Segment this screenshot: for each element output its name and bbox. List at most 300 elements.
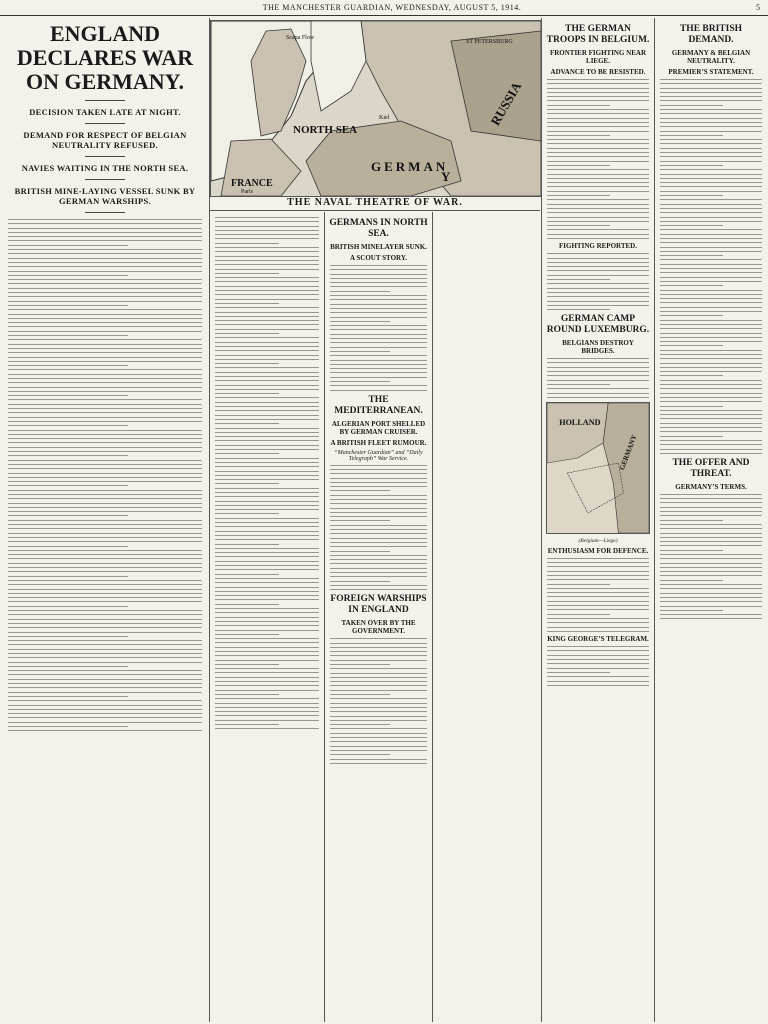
text-line <box>660 255 723 256</box>
text-line <box>660 406 723 407</box>
text-line <box>660 139 762 140</box>
text-line <box>660 174 762 175</box>
text-line <box>8 571 202 572</box>
text-line <box>660 571 762 572</box>
lead-column <box>4 20 206 1020</box>
text-line <box>215 372 319 373</box>
column-7 <box>656 20 766 1020</box>
text-line <box>215 277 319 278</box>
text-line <box>547 135 610 136</box>
text-line <box>8 412 202 413</box>
text-line <box>8 563 202 564</box>
subhead-algerian-port: ALGERIAN PORT SHELLED BY GERMAN CRUISER. <box>331 419 426 436</box>
masthead <box>0 0 768 16</box>
text-line <box>547 148 649 149</box>
text-line <box>215 281 319 282</box>
text-line <box>8 404 202 405</box>
text-line <box>330 673 427 674</box>
text-line <box>8 352 202 353</box>
text-line <box>660 307 762 308</box>
text-line <box>215 513 279 514</box>
text-line <box>8 262 202 263</box>
headline-foreign-warships: FOREIGN WARSHIPS IN ENGLAND <box>330 594 427 616</box>
text-line <box>8 490 202 491</box>
text-line <box>215 565 319 566</box>
text-line <box>547 584 610 585</box>
text-line <box>660 341 762 342</box>
text-line <box>660 195 723 196</box>
text-line <box>660 302 762 303</box>
text-line <box>547 238 649 239</box>
text-line <box>660 315 723 316</box>
text-line <box>215 269 319 270</box>
text-line <box>215 488 319 489</box>
text-line <box>215 466 319 467</box>
text-line <box>330 321 390 322</box>
text-line <box>660 444 762 445</box>
text-line <box>8 713 202 714</box>
text-line <box>330 638 427 639</box>
text-line <box>330 291 390 292</box>
text-line <box>215 526 319 527</box>
text-line <box>547 663 649 664</box>
text-line <box>330 750 427 751</box>
text-line <box>8 447 202 448</box>
text-line <box>8 644 202 645</box>
text-line <box>547 380 649 381</box>
text-line <box>660 156 762 157</box>
text-line <box>8 305 128 306</box>
text-line <box>547 83 649 84</box>
text-line <box>215 251 319 252</box>
text-line <box>8 408 202 409</box>
headline-german-troops-belgium: THE GERMAN TROOPS IN BELGIUM. <box>546 24 650 45</box>
text-line <box>547 627 649 628</box>
body-text <box>547 358 649 398</box>
text-line <box>547 100 649 101</box>
text-line <box>215 479 319 480</box>
text-line <box>330 694 390 695</box>
text-line <box>547 156 649 157</box>
text-line <box>215 432 319 433</box>
text-line <box>660 427 762 428</box>
text-line <box>8 649 202 650</box>
text-line <box>215 724 279 725</box>
text-line <box>660 601 762 602</box>
text-line <box>330 572 427 573</box>
text-line <box>215 703 319 704</box>
text-line <box>8 498 202 499</box>
lead-headline: ENGLAND DECLARES WAR ON GERMANY. <box>16 21 194 94</box>
text-line <box>330 690 427 691</box>
text-line <box>547 358 649 359</box>
text-line <box>215 359 319 360</box>
text-line <box>660 212 762 213</box>
text-line <box>8 623 202 624</box>
text-line <box>215 329 319 330</box>
text-line <box>8 601 202 602</box>
text-line <box>8 546 128 547</box>
headline-mediterranean: THE MEDITERRANEAN. <box>334 394 423 416</box>
text-line <box>547 388 649 389</box>
text-line <box>660 358 762 359</box>
text-line <box>8 271 202 272</box>
inset-label-germany: GERMANY <box>618 433 639 472</box>
text-line <box>547 384 610 385</box>
text-line <box>660 242 762 243</box>
body-text <box>547 253 649 310</box>
text-line <box>215 449 319 450</box>
text-line <box>8 593 202 594</box>
text-line <box>547 596 649 597</box>
text-line <box>547 182 649 183</box>
text-line <box>215 299 319 300</box>
headline-british-demand: THE BRITISH DEMAND. <box>679 24 743 45</box>
text-line <box>330 763 427 764</box>
text-line <box>8 326 202 327</box>
text-line <box>660 277 762 278</box>
text-line <box>8 709 202 710</box>
text-line <box>547 225 610 226</box>
text-line <box>547 174 649 175</box>
text-line <box>547 659 649 660</box>
text-line <box>547 375 649 376</box>
text-line <box>660 298 762 299</box>
text-line <box>660 264 762 265</box>
text-line <box>547 105 610 106</box>
text-line <box>215 238 319 239</box>
text-line <box>330 668 427 669</box>
text-line <box>215 621 319 622</box>
text-line <box>215 651 319 652</box>
text-line <box>660 375 723 376</box>
text-line <box>660 204 762 205</box>
text-line <box>660 401 762 402</box>
text-line <box>330 295 427 296</box>
text-line <box>660 199 762 200</box>
text-line <box>660 397 762 398</box>
text-line <box>660 165 723 166</box>
text-line <box>215 419 319 420</box>
text-line <box>215 604 279 605</box>
text-line <box>660 238 762 239</box>
headline-germans-north-sea: GERMANS IN NORTH SEA. <box>329 218 428 239</box>
text-line <box>547 681 649 682</box>
text-line <box>547 588 649 589</box>
text-line <box>330 347 427 348</box>
text-line <box>8 249 202 250</box>
text-line <box>8 554 202 555</box>
text-line <box>215 642 319 643</box>
text-line <box>330 716 427 717</box>
text-line <box>215 436 319 437</box>
text-line <box>215 483 279 484</box>
text-line <box>330 312 427 313</box>
lead-deck-1: DECISION TAKEN LATE AT NIGHT. <box>29 107 181 117</box>
text-line <box>547 234 649 235</box>
text-line <box>660 328 762 329</box>
subhead-king-george-telegram: KING GEORGE’S TELEGRAM. <box>547 635 649 644</box>
text-line <box>330 585 427 586</box>
text-line <box>660 541 762 542</box>
text-line <box>660 294 762 295</box>
subhead-frontier-fighting: FRONTIER FIGHTING NEAR LIEGE. <box>549 49 647 65</box>
text-line <box>215 707 319 708</box>
text-line <box>8 296 202 297</box>
text-line <box>8 357 202 358</box>
column-rule <box>324 212 325 1022</box>
text-line <box>547 309 610 310</box>
text-line <box>215 582 319 583</box>
text-line <box>330 274 427 275</box>
text-line <box>330 360 427 361</box>
text-line <box>215 453 279 454</box>
text-line <box>8 438 202 439</box>
text-line <box>547 614 610 615</box>
lead-deck-2: DEMAND FOR RESPECT OF BELGIAN NEUTRALITY REFUSED. <box>23 130 187 150</box>
text-line <box>8 240 202 241</box>
text-line <box>547 195 610 196</box>
text-line <box>330 334 427 335</box>
text-line <box>215 355 319 356</box>
text-line <box>215 638 319 639</box>
text-line <box>8 614 202 615</box>
text-line <box>215 256 319 257</box>
text-line <box>660 449 762 450</box>
text-line <box>8 657 202 658</box>
text-line <box>215 552 319 553</box>
text-line <box>660 96 762 97</box>
text-line <box>330 364 427 365</box>
text-line <box>8 515 128 516</box>
subhead-belgians-destroy-bridges: BELGIANS DESTROY BRIDGES. <box>562 339 634 356</box>
text-line <box>547 266 649 267</box>
text-line <box>215 630 319 631</box>
text-line <box>215 720 319 721</box>
column-rule <box>654 18 655 1022</box>
text-line <box>330 555 427 556</box>
text-line <box>660 234 762 235</box>
text-line <box>215 406 319 407</box>
text-line <box>8 705 202 706</box>
text-line <box>215 273 279 274</box>
text-line <box>8 378 202 379</box>
text-line <box>547 143 649 144</box>
text-line <box>660 354 762 355</box>
text-line <box>215 350 319 351</box>
text-line <box>8 236 202 237</box>
text-line <box>660 511 762 512</box>
text-line <box>215 505 319 506</box>
text-line <box>215 402 319 403</box>
text-line <box>8 730 202 731</box>
text-line <box>215 337 319 338</box>
text-line <box>660 290 762 291</box>
text-line <box>8 455 128 456</box>
text-line <box>8 322 202 323</box>
text-line <box>547 685 649 686</box>
text-line <box>660 610 723 611</box>
text-line <box>215 655 319 656</box>
text-line <box>547 131 649 132</box>
text-line <box>330 385 427 386</box>
text-line <box>660 285 723 286</box>
lead-body-text <box>8 219 202 731</box>
text-line <box>215 672 319 673</box>
text-line <box>8 481 202 482</box>
text-line <box>547 646 649 647</box>
text-line <box>8 507 202 508</box>
text-line <box>660 191 762 192</box>
body-text <box>547 646 649 686</box>
text-line <box>330 759 427 760</box>
text-line <box>215 677 319 678</box>
text-line <box>660 597 762 598</box>
text-line <box>215 668 319 669</box>
text-line <box>660 79 762 80</box>
text-line <box>330 651 427 652</box>
text-line <box>660 337 762 338</box>
text-line <box>660 388 762 389</box>
text-line <box>8 662 202 663</box>
subhead-germanys-terms: GERMANY’S TERMS. <box>675 482 747 491</box>
text-line <box>330 351 390 352</box>
text-line <box>215 234 319 235</box>
text-line <box>660 221 762 222</box>
text-line <box>8 275 128 276</box>
text-line <box>8 399 202 400</box>
text-line <box>215 380 319 381</box>
text-line <box>330 568 427 569</box>
text-line <box>330 317 427 318</box>
text-line <box>660 122 762 123</box>
subhead-scout-story: A SCOUT STORY. <box>349 254 407 262</box>
text-line <box>660 423 762 424</box>
text-line <box>547 229 649 230</box>
text-line <box>215 462 319 463</box>
text-line <box>660 109 762 110</box>
text-line <box>547 212 649 213</box>
text-line <box>215 587 319 588</box>
column-3 <box>326 214 431 1020</box>
text-line <box>330 643 427 644</box>
text-line <box>330 342 427 343</box>
text-line <box>8 232 202 233</box>
text-line <box>660 550 723 551</box>
text-line <box>8 292 202 293</box>
text-line <box>8 597 202 598</box>
text-line <box>330 733 427 734</box>
text-line <box>215 415 319 416</box>
text-line <box>215 346 319 347</box>
text-line <box>330 372 427 373</box>
text-line <box>8 344 202 345</box>
text-line <box>330 728 427 729</box>
text-line <box>330 533 427 534</box>
text-line <box>8 636 128 637</box>
text-line <box>8 683 202 684</box>
text-line <box>547 126 649 127</box>
text-line <box>8 670 202 671</box>
text-line <box>547 113 649 114</box>
text-line <box>330 737 427 738</box>
body-text <box>660 79 762 454</box>
text-line <box>547 279 610 280</box>
text-line <box>660 436 723 437</box>
text-line <box>547 208 649 209</box>
text-line <box>215 312 319 313</box>
text-line <box>660 498 762 499</box>
text-line <box>547 566 649 567</box>
text-line <box>330 703 427 704</box>
text-line <box>330 381 390 382</box>
text-line <box>215 535 319 536</box>
text-line <box>215 634 279 635</box>
text-line <box>330 746 427 747</box>
text-line <box>547 169 649 170</box>
text-line <box>8 395 128 396</box>
text-line <box>215 389 319 390</box>
text-line <box>8 580 202 581</box>
text-line <box>215 243 279 244</box>
text-line <box>215 556 319 557</box>
text-line <box>330 304 427 305</box>
body-text <box>330 265 427 391</box>
map-label-germany: GERMAN <box>371 159 449 174</box>
text-line <box>330 529 427 530</box>
text-line <box>215 458 319 459</box>
text-line <box>547 262 649 263</box>
divider <box>85 100 125 101</box>
text-line <box>215 569 319 570</box>
body-text <box>547 558 649 632</box>
text-line <box>215 316 319 317</box>
text-line <box>660 113 762 114</box>
text-line <box>215 363 279 364</box>
text-line <box>660 520 723 521</box>
subhead-germany-belgian-neutrality: GERMANY & BELGIAN NEUTRALITY. <box>671 49 751 65</box>
text-line <box>215 518 319 519</box>
text-line <box>8 477 202 478</box>
text-line <box>215 728 319 729</box>
text-line <box>215 501 319 502</box>
divider <box>85 123 125 124</box>
text-line <box>215 226 319 227</box>
text-line <box>660 92 762 93</box>
text-line <box>8 361 202 362</box>
text-line <box>215 475 319 476</box>
text-line <box>547 152 649 153</box>
text-line <box>660 225 723 226</box>
text-line <box>215 217 319 218</box>
text-line <box>330 286 427 287</box>
text-line <box>215 230 319 231</box>
text-line <box>215 595 319 596</box>
text-line <box>215 294 319 295</box>
text-line <box>660 83 762 84</box>
text-line <box>660 126 762 127</box>
text-line <box>330 516 427 517</box>
text-line <box>547 199 649 200</box>
text-line <box>547 305 649 306</box>
text-line <box>330 720 427 721</box>
text-line <box>8 382 202 383</box>
text-line <box>8 253 202 254</box>
text-line <box>330 664 390 665</box>
text-line <box>660 588 762 589</box>
text-line <box>660 414 762 415</box>
page-number: 5 <box>756 3 760 12</box>
